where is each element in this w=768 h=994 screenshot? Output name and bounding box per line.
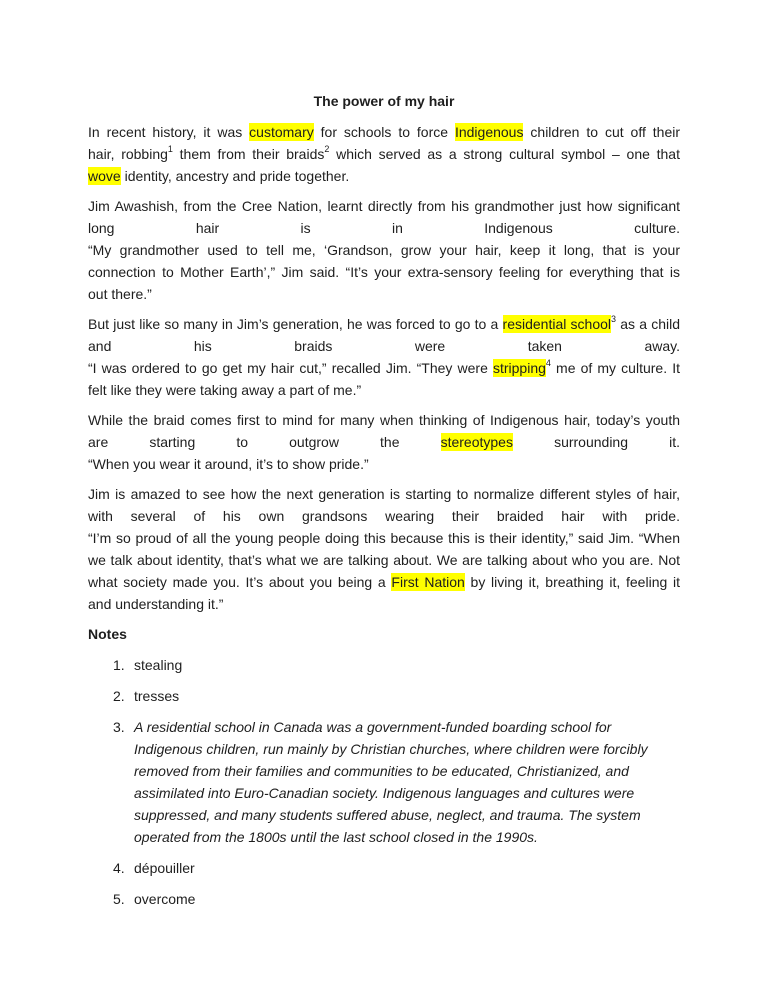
text-line: [88, 379, 680, 401]
paragraph: [88, 121, 680, 187]
text-run: “I was ordered to go get my hair cut,” recalled Jim. “They were: [88, 360, 493, 376]
text-line: [88, 431, 680, 453]
text-run: long hair is in Indigenous culture.: [88, 220, 680, 236]
notes-section: [88, 623, 680, 910]
text-run: as a child: [616, 316, 681, 332]
note-number: 1.: [113, 657, 125, 673]
note-item: [88, 716, 680, 848]
text-run: which served as a strong cultural symbol – one that: [329, 146, 680, 162]
text-line: [88, 217, 680, 239]
text-line: [88, 527, 680, 549]
text-run: me of my culture. It: [550, 360, 680, 376]
text-line: [88, 571, 680, 593]
text-run: surrounding it.: [512, 434, 680, 450]
text-line: [88, 261, 680, 283]
page-title: The power of my hair: [313, 93, 455, 109]
text-run: and understanding it.”: [88, 596, 224, 612]
highlighted-term: stereotypes: [440, 434, 513, 450]
text-line: [88, 195, 680, 217]
text-run: them from their braids: [172, 146, 325, 162]
text-line: [88, 483, 680, 505]
text-run: what society made you. It’s about you being a: [88, 574, 392, 590]
text-run: Jim Awashish, from the Cree Nation, learnt directly from his grandmother just how significant: [88, 198, 680, 214]
text-line: [88, 239, 680, 261]
note-number: 2.: [113, 688, 125, 704]
note-text: A residential school in Canada was a government-funded boarding school for Indigenous children, run mainly by Christian churches, where children were forcibly removed from their families and communities to be educated, Christianized, and assimilated into Euro-Canadian society. Indigenous languages and cultures were suppressed, and many students suffered abuse, neglect, and trauma. The system operated from the 1800s until the last school closed in the 1990s.: [134, 719, 648, 845]
text-line: [88, 593, 680, 615]
notes-list: [88, 654, 680, 910]
highlighted-term: wove: [88, 168, 121, 184]
text-run: But just like so many in Jim’s generation, he was forced to go to a: [88, 316, 503, 332]
text-line: [88, 357, 680, 379]
note-number: 3.: [113, 719, 125, 735]
notes-heading: Notes: [88, 626, 127, 642]
text-run: Jim is amazed to see how the next generation is starting to normalize different styles of hair,: [88, 486, 680, 502]
text-run: by living it, breathing it, feeling it: [464, 574, 680, 590]
paragraph: [88, 313, 680, 401]
text-run: In recent history, it was: [88, 124, 250, 140]
text-run: children to cut off their: [523, 124, 681, 140]
text-run: While the braid comes first to mind for many when thinking of Indigenous hair, today’s youth: [88, 412, 680, 428]
text-line: [88, 165, 680, 187]
text-run: felt like they were taking away a part of me.”: [88, 382, 362, 398]
highlighted-term: customary: [249, 124, 314, 140]
highlighted-term: stripping: [492, 360, 546, 376]
note-number: 4.: [113, 860, 125, 876]
text-line: [88, 143, 680, 165]
text-run: identity, ancestry and pride together.: [120, 168, 350, 184]
paragraph: [88, 195, 680, 305]
text-run: hair, robbing: [88, 146, 168, 162]
note-item: [88, 654, 680, 676]
text-run: and his braids were taken away.: [88, 338, 680, 354]
footnote-marker: 2: [324, 144, 330, 155]
paragraph: [88, 409, 680, 475]
highlighted-term: Indigenous: [454, 124, 524, 140]
footnote-marker: 4: [545, 358, 551, 369]
text-line: [88, 409, 680, 431]
text-run: we talk about identity, that’s what we are talking about. We are talking about who you are. Not: [88, 552, 680, 568]
text-run: “My grandmother used to tell me, ‘Grandson, grow your hair, keep it long, that is your: [88, 242, 680, 258]
note-number: 5.: [113, 891, 125, 907]
paragraph: [88, 483, 680, 615]
text-line: [88, 453, 680, 475]
highlighted-term: residential school: [502, 316, 612, 332]
text-line: [88, 505, 680, 527]
note-item: [88, 888, 680, 910]
note-text: tresses: [134, 688, 180, 704]
text-line: [88, 549, 680, 571]
note-text: overcome: [134, 891, 196, 907]
text-run: “I’m so proud of all the young people doing this because this is their identity,” said Jim. “When: [88, 530, 680, 546]
text-run: with several of his own grandsons wearing their braided hair with pride.: [88, 508, 680, 524]
text-line: [88, 283, 680, 305]
note-item: [88, 685, 680, 707]
text-run: connection to Mother Earth’,” Jim said. “It’s your extra-sensory feeling for everything that is: [88, 264, 680, 280]
footnote-marker: 1: [167, 144, 173, 155]
note-text: stealing: [134, 657, 183, 673]
note-text: dépouiller: [134, 860, 195, 876]
text-run: out there.”: [88, 286, 152, 302]
text-run: “When you wear it around, it’s to show pride.”: [88, 456, 369, 472]
text-line: [88, 121, 680, 143]
highlighted-term: First Nation: [391, 574, 465, 590]
footnote-marker: 3: [611, 314, 617, 325]
text-line: [88, 313, 680, 335]
text-line: [88, 335, 680, 357]
note-item: [88, 857, 680, 879]
text-run: are starting to outgrow the: [88, 434, 441, 450]
text-run: for schools to force: [313, 124, 455, 140]
document-content: [88, 90, 680, 919]
article-body: [88, 121, 680, 615]
